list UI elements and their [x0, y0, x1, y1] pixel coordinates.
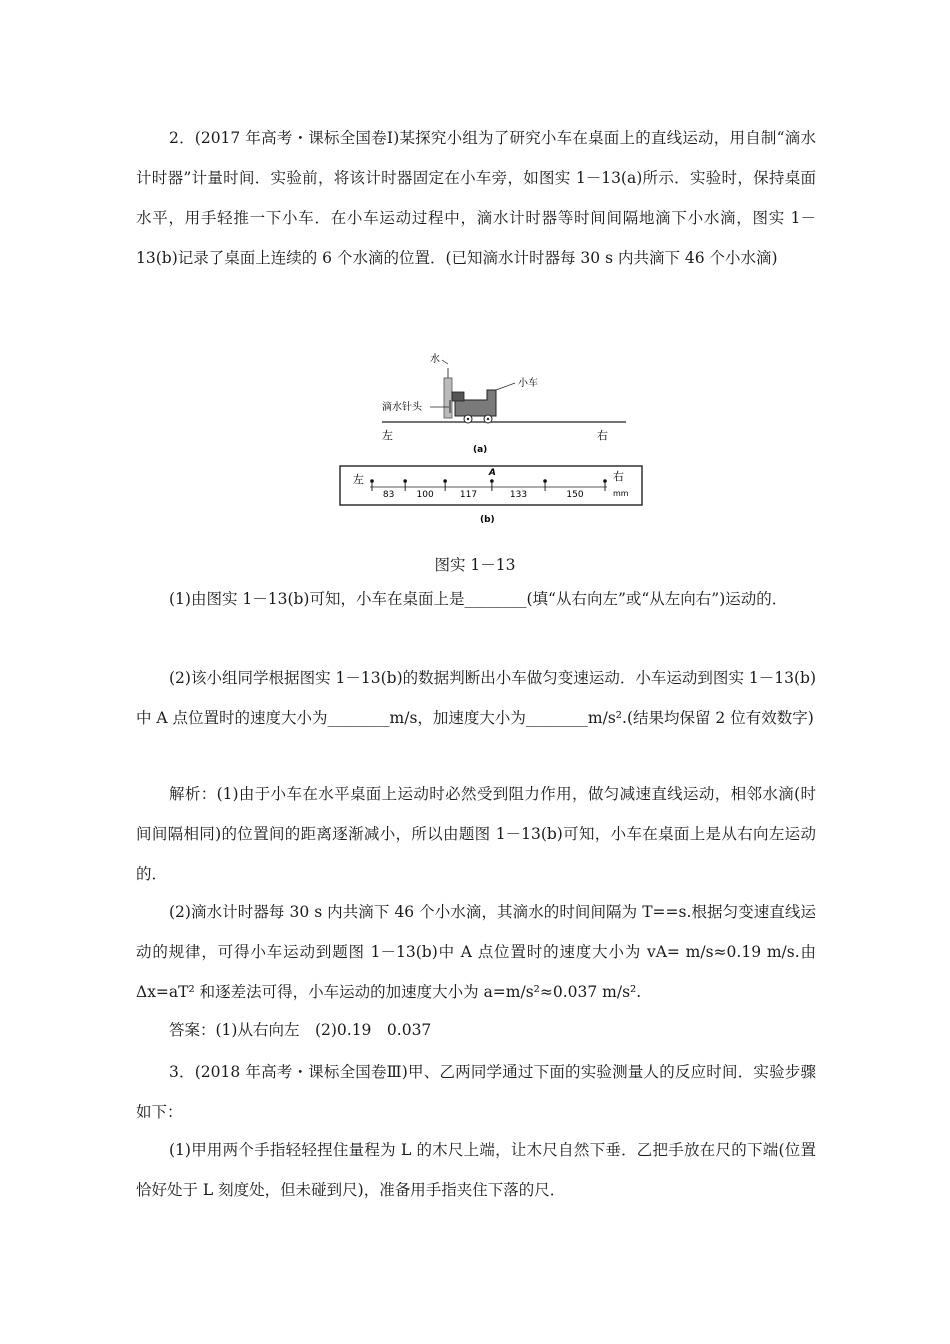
gap-label: 117 — [459, 490, 478, 500]
q2-sub2: (2)该小组同学根据图实 1－13(b)的数据判断出小车做匀变速运动．小车运动到图实 1－13(b)中 A 点位置时的速度大小为________m/s，加速度大小为________m/s².(结果均保留 2 位有效数字) — [136, 669, 816, 727]
q2-sub1: (1)由图实 1－13(b)可知，小车在桌面上是________(填“从右向左”或“从左向右”)运动的． — [169, 590, 788, 608]
label-water: 水 — [430, 354, 440, 365]
gap-label: 100 — [416, 490, 434, 500]
q2-analysis-2: (2)滴水计时器每 30 s 内共滴下 46 个小水滴，其滴水的时间间隔为 T==s.根据匀变速直线运动的规律，可得小车运动到题图 1－13(b)中 A 点位置时的速度大小为 vA= m/s≈0.19 m/s.由 Δx=aT² 和逐差法可得，小车运动的加速度大小为 a=m/s²≈0.037 m/s². — [136, 903, 816, 1001]
label-needle: 滴水针头 — [382, 402, 422, 413]
gap-label: 83 — [382, 490, 395, 500]
figure-a — [382, 352, 626, 455]
figure-1-13 — [330, 350, 650, 530]
q2-statement: 2．(2017 年高考・课标全国卷Ⅰ)某探究小组为了研究小车在桌面上的直线运动，用自制“滴水计时器”计量时间．实验前，将该计时器固定在小车旁，如图实 1－13(a)所示．实验时，保持桌面水平，用手轻推一下小车．在小车运动过程中，滴水计时器等时间间隔地滴下小水滴，图实 1－13(b)记录了桌面上连续的 6 个水滴的位置．(已知滴水计时器每 30 s 内共滴下 46 个小水滴) — [136, 129, 816, 267]
gap-label: 150 — [566, 490, 584, 500]
label-car: 小车 — [518, 378, 538, 389]
label-a: (a) — [473, 445, 488, 455]
q2-answer: 答案：(1)从右向左 (2)0.19 0.037 — [169, 1021, 432, 1039]
label-a-left: 左 — [382, 429, 393, 442]
q2-analysis-1: 解析：(1)由于小车在水平桌面上运动时必然受到阻力作用，做匀减速直线运动，相邻水滴(时间间隔相同)的位置间的距离逐渐减小，所以由题图 1－13(b)可知，小车在桌面上是从右向左运动的． — [136, 785, 817, 883]
q3-statement: 3．(2018 年高考・课标全国卷Ⅲ)甲、乙两同学通过下面的实验测量人的反应时间．实验步骤如下： — [136, 1063, 816, 1121]
label-a-right: 右 — [597, 429, 608, 442]
label-b: (b) — [480, 515, 495, 525]
label-point-a: A — [488, 468, 496, 478]
drip-timer — [452, 392, 464, 401]
figure-caption: 图实 1－13 — [434, 556, 516, 574]
gap-label: 133 — [509, 490, 528, 500]
label-unit: mm — [613, 489, 629, 498]
figure-svg — [330, 350, 650, 530]
figure-b — [340, 466, 642, 525]
label-b-left: 左 — [353, 473, 364, 486]
q3-step1: (1)甲用两个手指轻轻捏住量程为 L 的木尺上端，让木尺自然下垂．乙把手放在尺的下端(位置恰好处于 L 刻度处，但未碰到尺)，准备用手指夹住下落的尺． — [136, 1141, 816, 1199]
label-b-right: 右 — [613, 470, 624, 483]
water-container — [444, 378, 452, 418]
